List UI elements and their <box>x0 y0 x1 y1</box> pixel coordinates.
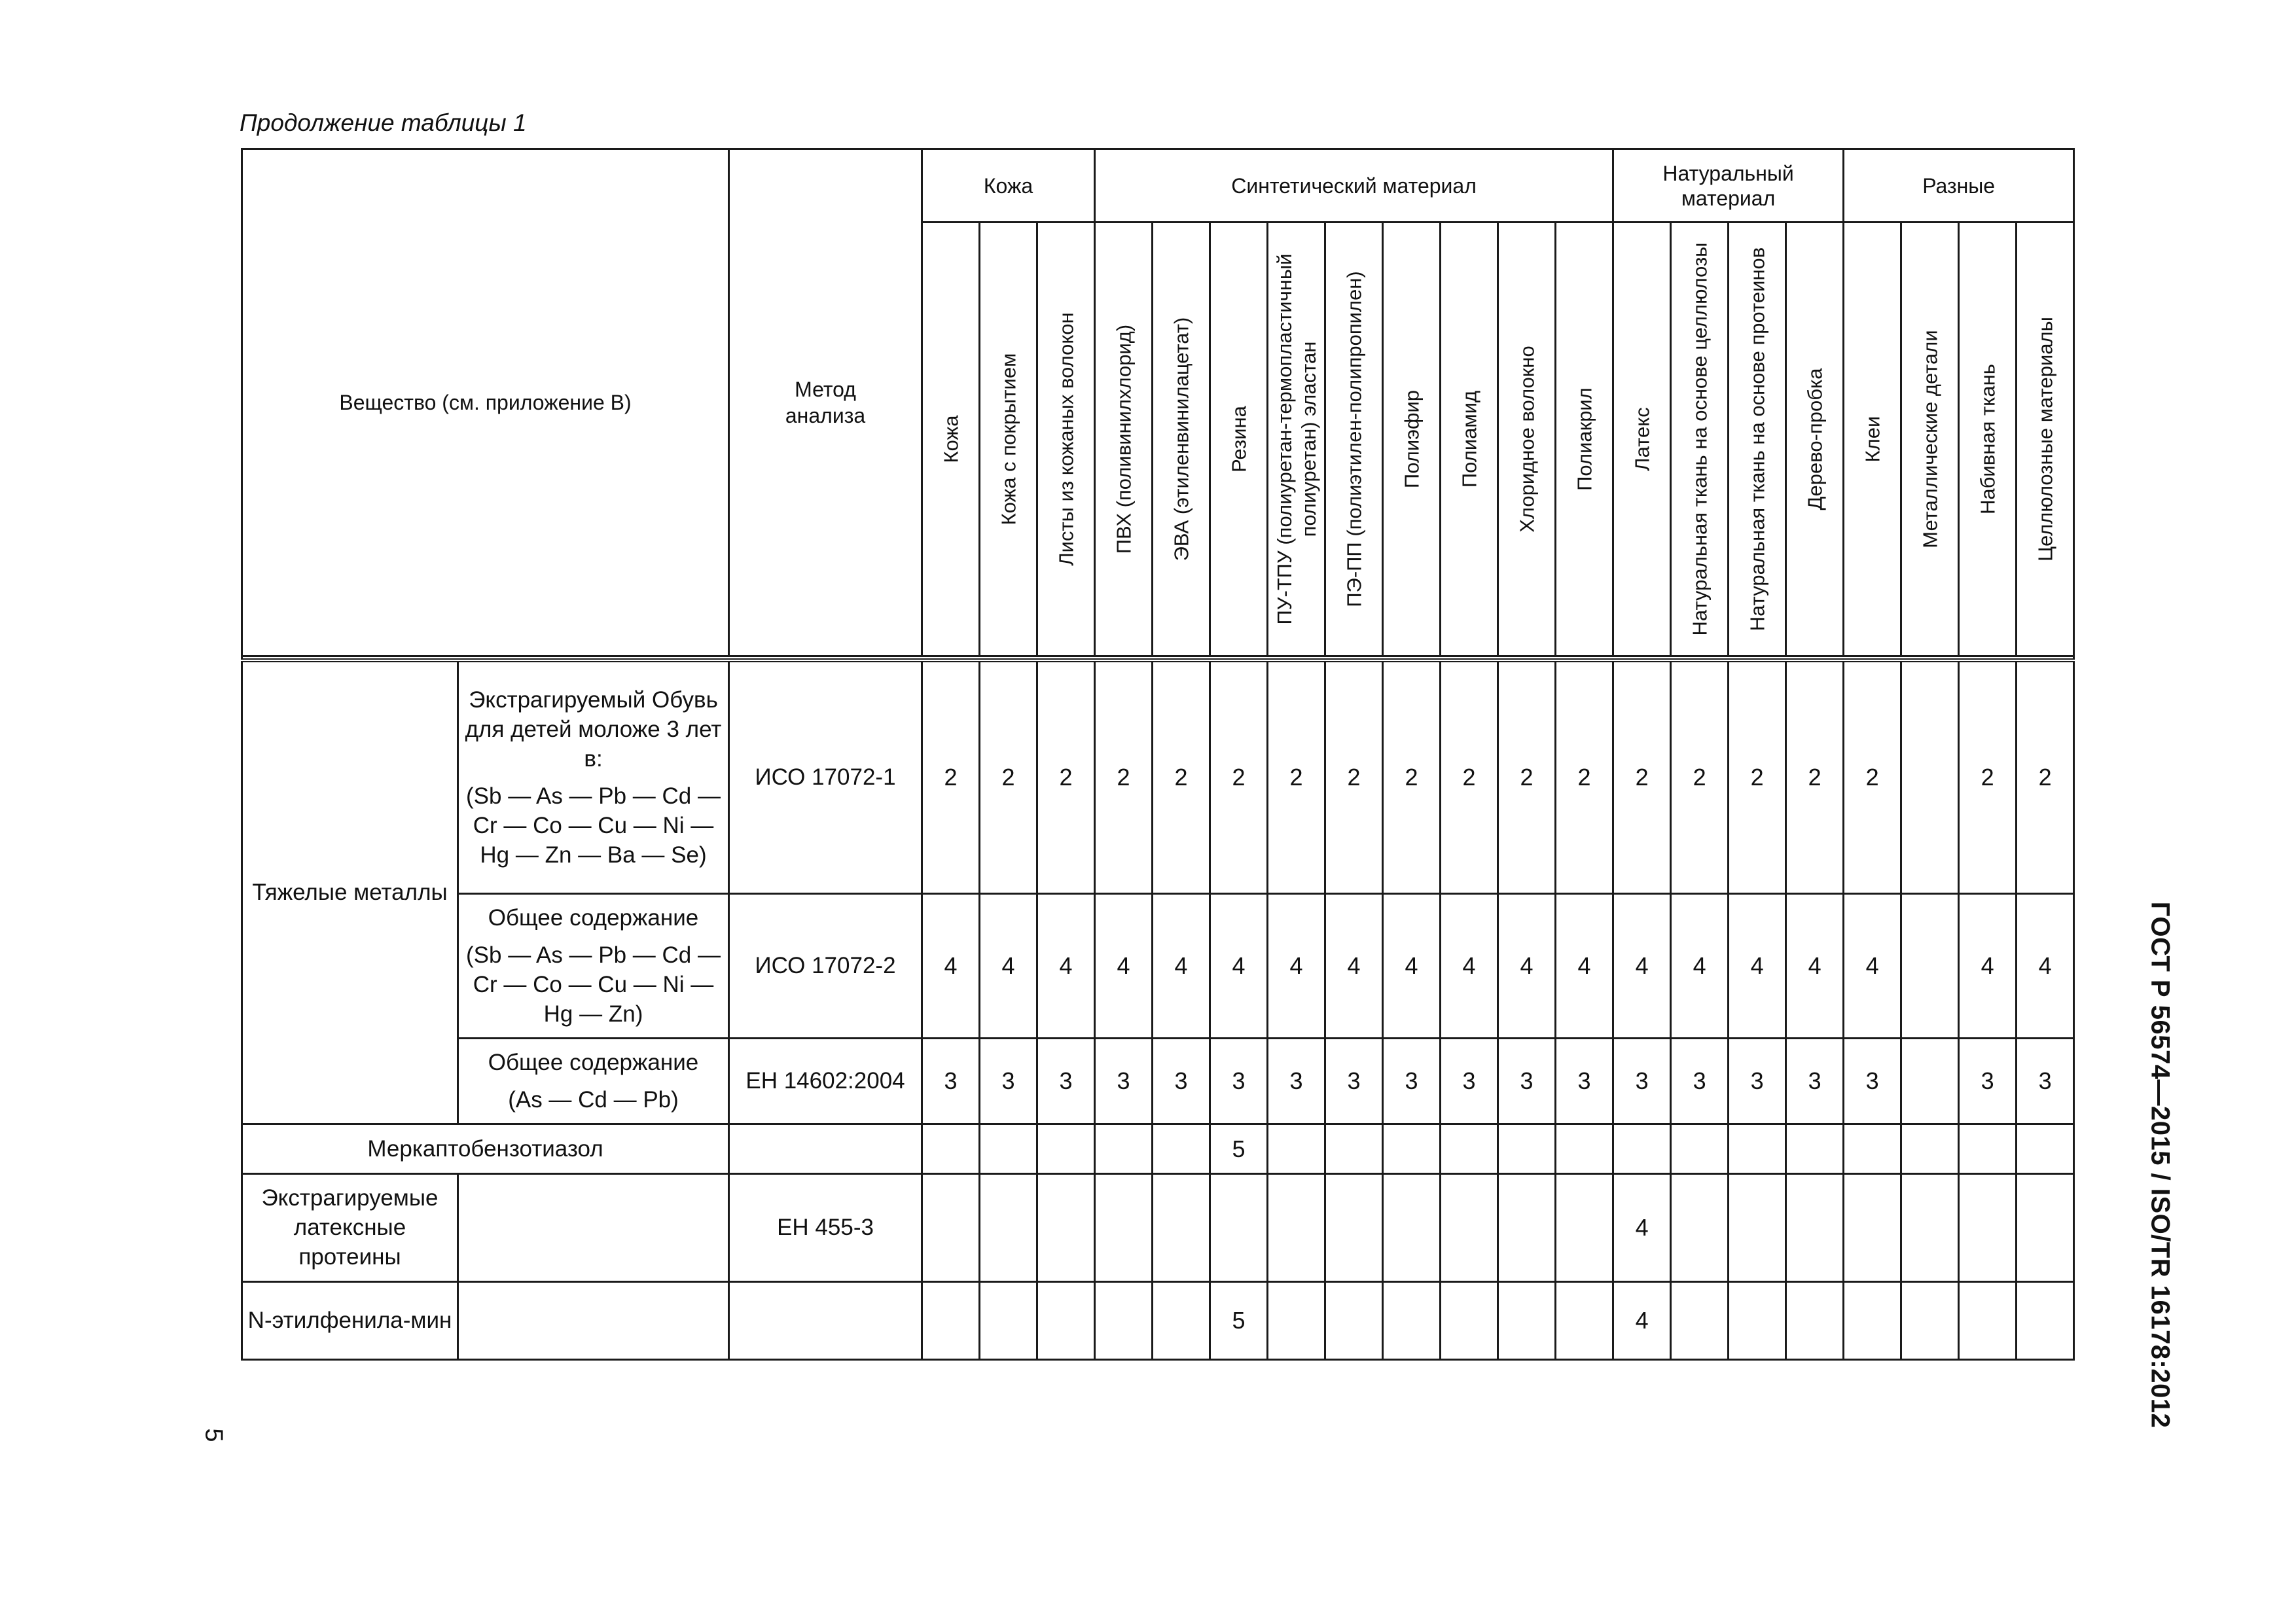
value-cell <box>1441 1124 1498 1173</box>
value-cell <box>1901 660 1959 893</box>
value-cell <box>1729 1124 1786 1173</box>
column-header <box>1901 223 1959 656</box>
header-substance: Вещество (см. приложение В) <box>242 149 729 656</box>
column-header-text: Клеи <box>1861 416 1884 463</box>
value-cell <box>980 1281 1037 1359</box>
table-row <box>242 1124 2074 1173</box>
document-code-text: ГОСТ Р 56574—2015 / ISO/TR 16178:2012 <box>2145 901 2175 1429</box>
value-cell <box>1383 1173 1441 1281</box>
method-cell: ЕН 14602:2004 <box>729 1038 922 1124</box>
value-cell <box>1037 1173 1095 1281</box>
method-cell: ЕН 455-3 <box>729 1173 922 1281</box>
value-cell <box>1901 1124 1959 1173</box>
value-cell: 4 <box>1325 893 1383 1038</box>
column-header-text: ПВХ (поливинилхлорид) <box>1112 324 1136 554</box>
document-code <box>2145 897 2174 1433</box>
group-misc: Разные <box>1844 149 2074 223</box>
value-cell: 2 <box>1383 660 1441 893</box>
column-header-text: Листы из кожаных волокон <box>1054 312 1078 566</box>
value-cell: 4 <box>1959 893 2017 1038</box>
value-cell: 4 <box>1037 893 1095 1038</box>
value-cell <box>1959 1124 2017 1173</box>
value-cell <box>1786 1281 1844 1359</box>
value-cell <box>1901 1038 1959 1124</box>
value-cell <box>980 1124 1037 1173</box>
group-natural-text: Натуральный материал <box>1662 161 1794 210</box>
column-header <box>1844 223 1901 656</box>
column-header <box>1210 223 1268 656</box>
value-cell <box>1498 1124 1556 1173</box>
value-cell <box>1498 1173 1556 1281</box>
table-row <box>242 1038 2074 1124</box>
value-cell: 4 <box>1498 893 1556 1038</box>
value-cell <box>1613 1124 1671 1173</box>
page-number <box>200 1419 226 1452</box>
value-cell: 2 <box>922 660 980 893</box>
value-cell <box>1383 1281 1441 1359</box>
column-header <box>1441 223 1498 656</box>
value-cell <box>980 1173 1037 1281</box>
sub-substance-cell <box>458 1173 729 1281</box>
value-cell: 2 <box>1325 660 1383 893</box>
header-method-text: Метод анализа <box>785 378 866 427</box>
value-cell <box>1729 1173 1786 1281</box>
substance-cell: N-этилфенила-мин <box>242 1281 458 1359</box>
value-cell <box>1556 1281 1613 1359</box>
value-cell <box>1671 1281 1729 1359</box>
column-header <box>1153 223 1210 656</box>
value-cell: 3 <box>1556 1038 1613 1124</box>
column-header-text: Кожа с покрытием <box>997 353 1020 526</box>
value-cell <box>1671 1124 1729 1173</box>
column-header-text: Дерево-пробка <box>1803 368 1827 510</box>
value-cell <box>1325 1281 1383 1359</box>
value-cell <box>1095 1124 1153 1173</box>
value-cell <box>1441 1281 1498 1359</box>
value-cell: 3 <box>2017 1038 2074 1124</box>
column-header-text: Полиамид <box>1458 390 1481 488</box>
substance-cell: Меркаптобензотиазол <box>242 1124 729 1173</box>
column-header-text: Полиакрил <box>1573 387 1596 491</box>
value-cell: 4 <box>2017 893 2074 1038</box>
value-cell: 2 <box>1844 660 1901 893</box>
value-cell <box>1844 1281 1901 1359</box>
value-cell: 3 <box>1786 1038 1844 1124</box>
value-cell <box>1901 1173 1959 1281</box>
value-cell: 3 <box>1095 1038 1153 1124</box>
value-cell <box>1268 1173 1325 1281</box>
value-cell <box>1959 1173 2017 1281</box>
sub-substance-elements: (Sb — As — Pb — Cd — Cr — Co — Cu — Ni — Hg — Zn — Ba — Se) <box>466 783 721 868</box>
value-cell: 2 <box>2017 660 2074 893</box>
column-header-text: Набивная ткань <box>1976 364 2000 514</box>
sub-substance-elements: (Sb — As — Pb — Cd — Cr — Co — Cu — Ni — Hg — Zn) <box>466 942 721 1027</box>
value-cell: 4 <box>1613 1281 1671 1359</box>
column-header <box>1383 223 1441 656</box>
value-cell: 3 <box>1959 1038 2017 1124</box>
value-cell <box>1268 1124 1325 1173</box>
value-cell: 4 <box>1786 893 1844 1038</box>
value-cell: 2 <box>1613 660 1671 893</box>
value-cell <box>922 1173 980 1281</box>
value-cell <box>1729 1281 1786 1359</box>
column-header <box>1037 223 1095 656</box>
value-cell: 3 <box>1210 1038 1268 1124</box>
sub-substance-cell <box>458 1038 729 1124</box>
value-cell: 4 <box>1613 1173 1671 1281</box>
value-cell: 5 <box>1210 1124 1268 1173</box>
method-cell <box>729 1124 922 1173</box>
value-cell <box>1498 1281 1556 1359</box>
column-header <box>1325 223 1383 656</box>
column-header <box>1729 223 1786 656</box>
materials-table <box>241 148 2075 1361</box>
column-header-text: Кожа <box>939 415 963 463</box>
value-cell: 4 <box>1844 893 1901 1038</box>
value-cell: 4 <box>1095 893 1153 1038</box>
column-header-text: ПУ-ТПУ (полиуретан-термопластичный полиуретан) эластан <box>1272 253 1320 625</box>
sub-substance-cell <box>458 893 729 1038</box>
value-cell: 5 <box>1210 1281 1268 1359</box>
column-header-text: Полиэфир <box>1400 389 1424 489</box>
value-cell <box>1095 1173 1153 1281</box>
value-cell: 2 <box>1729 660 1786 893</box>
value-cell: 4 <box>1556 893 1613 1038</box>
column-header <box>2017 223 2074 656</box>
table-row <box>242 660 2074 893</box>
value-cell <box>1901 893 1959 1038</box>
value-cell: 4 <box>1210 893 1268 1038</box>
value-cell: 4 <box>1268 893 1325 1038</box>
group-leather: Кожа <box>922 149 1095 223</box>
value-cell: 4 <box>1153 893 1210 1038</box>
sub-substance-cell <box>458 660 729 893</box>
value-cell <box>1441 1173 1498 1281</box>
column-header-text: Латекс <box>1630 407 1654 471</box>
column-header <box>1556 223 1613 656</box>
value-cell: 2 <box>1095 660 1153 893</box>
substance-cell: Тяжелые металлы <box>242 660 458 1124</box>
value-cell <box>2017 1124 2074 1173</box>
value-cell: 4 <box>980 893 1037 1038</box>
value-cell: 2 <box>1210 660 1268 893</box>
value-cell <box>922 1124 980 1173</box>
value-cell: 4 <box>1613 893 1671 1038</box>
column-header <box>1671 223 1729 656</box>
sub-substance-line: Общее содержание <box>488 1049 699 1075</box>
value-cell: 3 <box>922 1038 980 1124</box>
value-cell: 3 <box>1037 1038 1095 1124</box>
column-header-text: ЭВА (этиленвинилацетат) <box>1170 317 1193 562</box>
value-cell <box>1671 1173 1729 1281</box>
value-cell: 4 <box>922 893 980 1038</box>
column-header <box>922 223 980 656</box>
value-cell: 3 <box>980 1038 1037 1124</box>
method-cell: ИСО 17072-2 <box>729 893 922 1038</box>
column-header-text: Натуральная ткань на основе протеинов <box>1746 247 1769 632</box>
value-cell <box>922 1281 980 1359</box>
value-cell: 2 <box>1441 660 1498 893</box>
sub-substance-elements: (As — Cd — Pb) <box>508 1086 679 1113</box>
value-cell: 4 <box>1729 893 1786 1038</box>
value-cell <box>1037 1124 1095 1173</box>
column-header <box>1959 223 2017 656</box>
method-cell <box>729 1281 922 1359</box>
page-number-text: 5 <box>200 1428 228 1442</box>
column-header <box>1613 223 1671 656</box>
value-cell: 2 <box>1959 660 2017 893</box>
value-cell <box>1556 1173 1613 1281</box>
table-row <box>242 1173 2074 1281</box>
group-natural <box>1613 149 1844 223</box>
value-cell <box>1959 1281 2017 1359</box>
value-cell: 3 <box>1729 1038 1786 1124</box>
method-cell: ИСО 17072-1 <box>729 660 922 893</box>
column-header <box>1786 223 1844 656</box>
column-header <box>1095 223 1153 656</box>
value-cell: 4 <box>1441 893 1498 1038</box>
value-cell <box>2017 1281 2074 1359</box>
value-cell <box>1556 1124 1613 1173</box>
value-cell <box>1844 1173 1901 1281</box>
column-header <box>1498 223 1556 656</box>
column-header-text: Хлоридное волокно <box>1515 346 1539 533</box>
value-cell: 3 <box>1498 1038 1556 1124</box>
column-header <box>1268 223 1325 656</box>
value-cell <box>1325 1124 1383 1173</box>
table-caption: Продолжение таблицы 1 <box>240 109 527 136</box>
value-cell: 3 <box>1268 1038 1325 1124</box>
sub-substance-line: Экстрагируемый Обувь для детей моложе 3 лет в: <box>465 687 722 772</box>
value-cell: 3 <box>1671 1038 1729 1124</box>
value-cell: 2 <box>1268 660 1325 893</box>
value-cell <box>1786 1124 1844 1173</box>
value-cell: 2 <box>980 660 1037 893</box>
column-header-text: Металлические детали <box>1918 330 1942 548</box>
value-cell <box>1153 1281 1210 1359</box>
value-cell: 2 <box>1556 660 1613 893</box>
value-cell: 3 <box>1441 1038 1498 1124</box>
value-cell <box>1095 1281 1153 1359</box>
sub-substance-line: Общее содержание <box>488 904 699 931</box>
value-cell: 2 <box>1498 660 1556 893</box>
group-synthetic: Синтетический материал <box>1095 149 1613 223</box>
value-cell: 4 <box>1671 893 1729 1038</box>
value-cell: 3 <box>1383 1038 1441 1124</box>
value-cell <box>1383 1124 1441 1173</box>
header-method <box>729 149 922 656</box>
value-cell <box>1153 1173 1210 1281</box>
value-cell: 2 <box>1037 660 1095 893</box>
value-cell <box>1268 1281 1325 1359</box>
column-header-text: Резина <box>1227 406 1251 473</box>
value-cell: 2 <box>1786 660 1844 893</box>
value-cell: 3 <box>1153 1038 1210 1124</box>
value-cell <box>1325 1173 1383 1281</box>
table-row <box>242 893 2074 1038</box>
value-cell: 3 <box>1844 1038 1901 1124</box>
value-cell: 2 <box>1671 660 1729 893</box>
value-cell <box>1844 1124 1901 1173</box>
value-cell <box>1153 1124 1210 1173</box>
value-cell <box>2017 1173 2074 1281</box>
value-cell: 2 <box>1153 660 1210 893</box>
column-header-text: Целлюлозные материалы <box>2034 317 2057 562</box>
table-row <box>242 1281 2074 1359</box>
column-header-text: Натуральная ткань на основе целлюлозы <box>1688 242 1712 636</box>
substance-cell: Экстрагируемые латексные протеины <box>242 1173 458 1281</box>
value-cell: 3 <box>1613 1038 1671 1124</box>
sub-substance-cell <box>458 1281 729 1359</box>
column-header <box>980 223 1037 656</box>
value-cell: 4 <box>1383 893 1441 1038</box>
value-cell: 3 <box>1325 1038 1383 1124</box>
value-cell <box>1210 1173 1268 1281</box>
column-header-text: ПЭ-ПП (полиэтилен-полипропилен) <box>1342 271 1366 607</box>
value-cell <box>1786 1173 1844 1281</box>
value-cell <box>1037 1281 1095 1359</box>
value-cell <box>1901 1281 1959 1359</box>
